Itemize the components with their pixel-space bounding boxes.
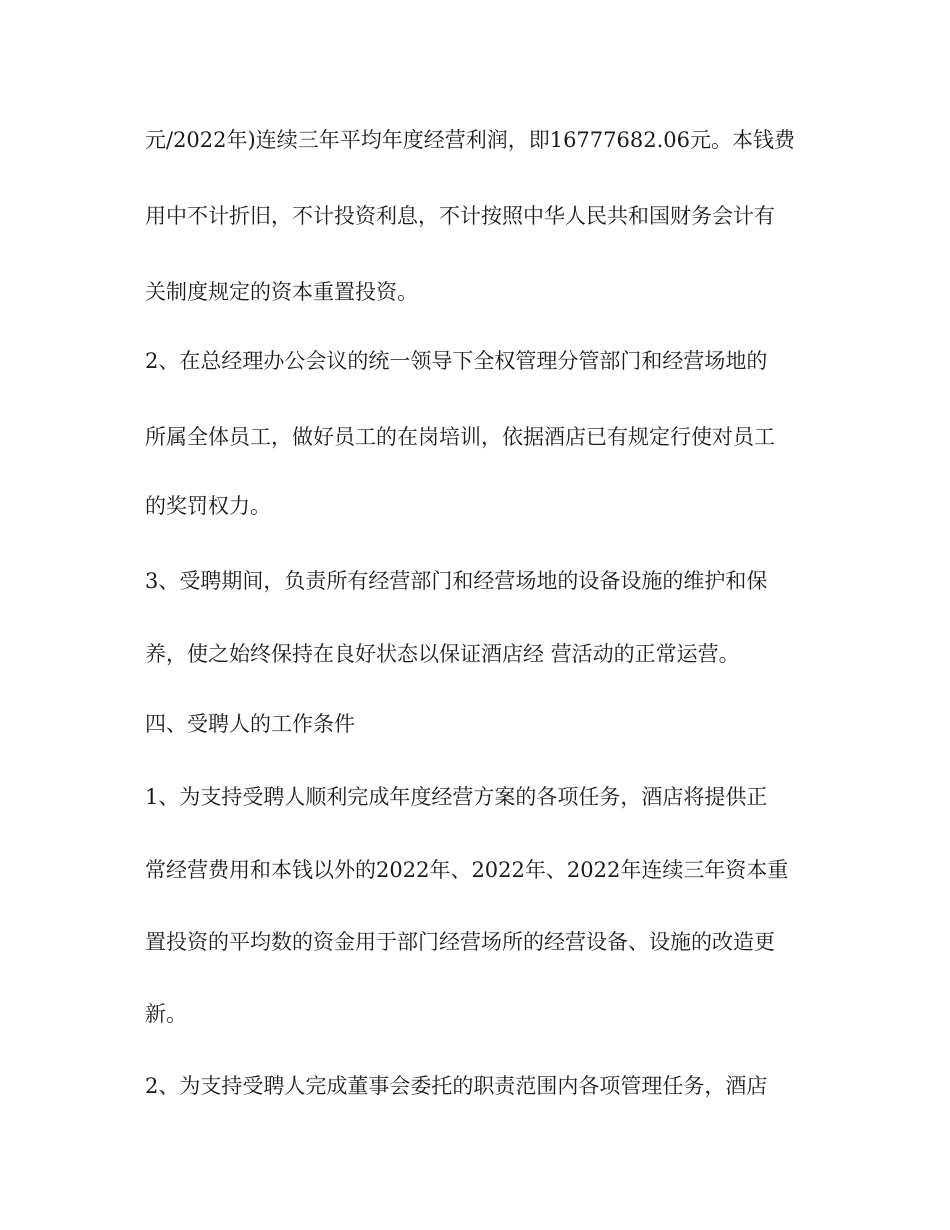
paragraph-line: 养，使之始终保持在良好状态以保证酒店经 营活动的正常运营。 bbox=[145, 642, 740, 666]
paragraph-line: 的奖罚权力。 bbox=[145, 494, 271, 518]
paragraph-line: 所属全体员工，做好员工的在岗培训，依据酒店已有规定行使对员工 bbox=[145, 425, 775, 449]
paragraph-line: 关制度规定的资本重置投资。 bbox=[145, 280, 418, 304]
paragraph-line: 置投资的平均数的资金用于部门经营场所的经营设备、设施的改造更 bbox=[145, 930, 775, 954]
paragraph-line: 2、为支持受聘人完成董事会委托的职责范围内各项管理任务，酒店 bbox=[145, 1074, 768, 1098]
paragraph-line: 3、受聘期间，负责所有经营部门和经营场地的设备设施的维护和保 bbox=[145, 569, 768, 593]
paragraph-line: 用中不计折旧，不计投资利息，不计按照中华人民共和国财务会计有 bbox=[145, 204, 775, 228]
paragraph-line: 2、在总经理办公会议的统一领导下全权管理分管部门和经营场地的 bbox=[145, 349, 768, 373]
paragraph-line: 元/2022年)连续三年平均年度经营利润，即16777682.06元。本钱费 bbox=[145, 128, 795, 152]
paragraph-line: 常经营费用和本钱以外的2022年、2022年、2022年连续三年资本重 bbox=[145, 858, 789, 882]
paragraph-line: 新。 bbox=[145, 1002, 187, 1026]
section-heading: 四、受聘人的工作条件 bbox=[145, 712, 355, 736]
paragraph-line: 1、为支持受聘人顺利完成年度经营方案的各项任务，酒店将提供正 bbox=[145, 785, 768, 809]
